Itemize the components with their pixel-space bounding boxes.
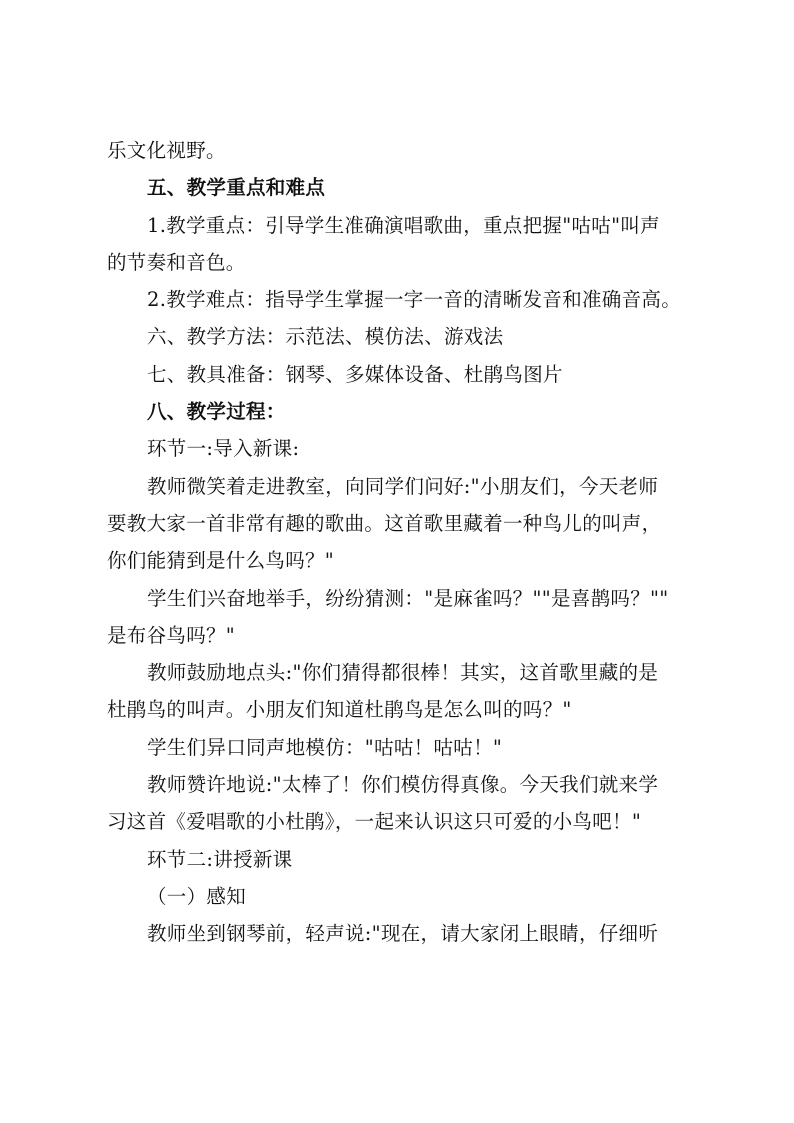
text-line: 教师坐到钢琴前，轻声说:"现在，请大家闭上眼睛，仔细听	[147, 922, 659, 946]
text-line: 学生们兴奋地举手，纷纷猜测："是麻雀吗？""是喜鹊吗？""	[147, 586, 669, 610]
text-line: 是布谷鸟吗？"	[107, 623, 236, 647]
section-heading: 五、教学重点和难点	[147, 176, 326, 200]
text-line: （一）感知	[147, 884, 247, 908]
text-line: 环节二:讲授新课	[147, 847, 293, 871]
text-line: 教师赞许地说:"太棒了！你们模仿得真像。今天我们就来学	[147, 773, 659, 797]
text-line: 1.教学重点：引导学生准确演唱歌曲，重点把握"咕咕"叫声	[147, 213, 660, 237]
text-line: 2.教学难点：指导学生掌握一字一音的清晰发音和准确音高。	[147, 288, 682, 312]
text-line: 杜鹃鸟的叫声。小朋友们知道杜鹃鸟是怎么叫的吗？"	[107, 698, 572, 722]
text-line: 六、教学方法：示范法、模仿法、游戏法	[147, 325, 504, 349]
text-line: 教师微笑着走进教室，向同学们问好:"小朋友们，今天老师	[147, 474, 659, 498]
text-line: 学生们异口同声地模仿："咕咕！咕咕！"	[147, 735, 503, 759]
text-line: 要教大家一首非常有趣的歌曲。这首歌里藏着一种鸟儿的叫声，	[107, 511, 662, 535]
text-line: 七、教具准备：钢琴、多媒体设备、杜鹃鸟图片	[147, 362, 563, 386]
text-line: 你们能猜到是什么鸟吗？"	[107, 549, 335, 573]
text-line: 的节奏和音色。	[107, 250, 246, 274]
document-body	[107, 132, 694, 953]
text-line: 乐文化视野。	[107, 139, 226, 162]
text-line: 习这首《爱唱歌的小杜鹃》，一起来认识这只可爱的小鸟吧！"	[107, 810, 642, 834]
text-line: 教师鼓励地点头:"你们猜得都很棒！其实，这首歌里藏的是	[147, 661, 659, 685]
text-line: 环节一:导入新课:	[147, 437, 300, 461]
section-heading: 八、教学过程：	[147, 400, 286, 424]
